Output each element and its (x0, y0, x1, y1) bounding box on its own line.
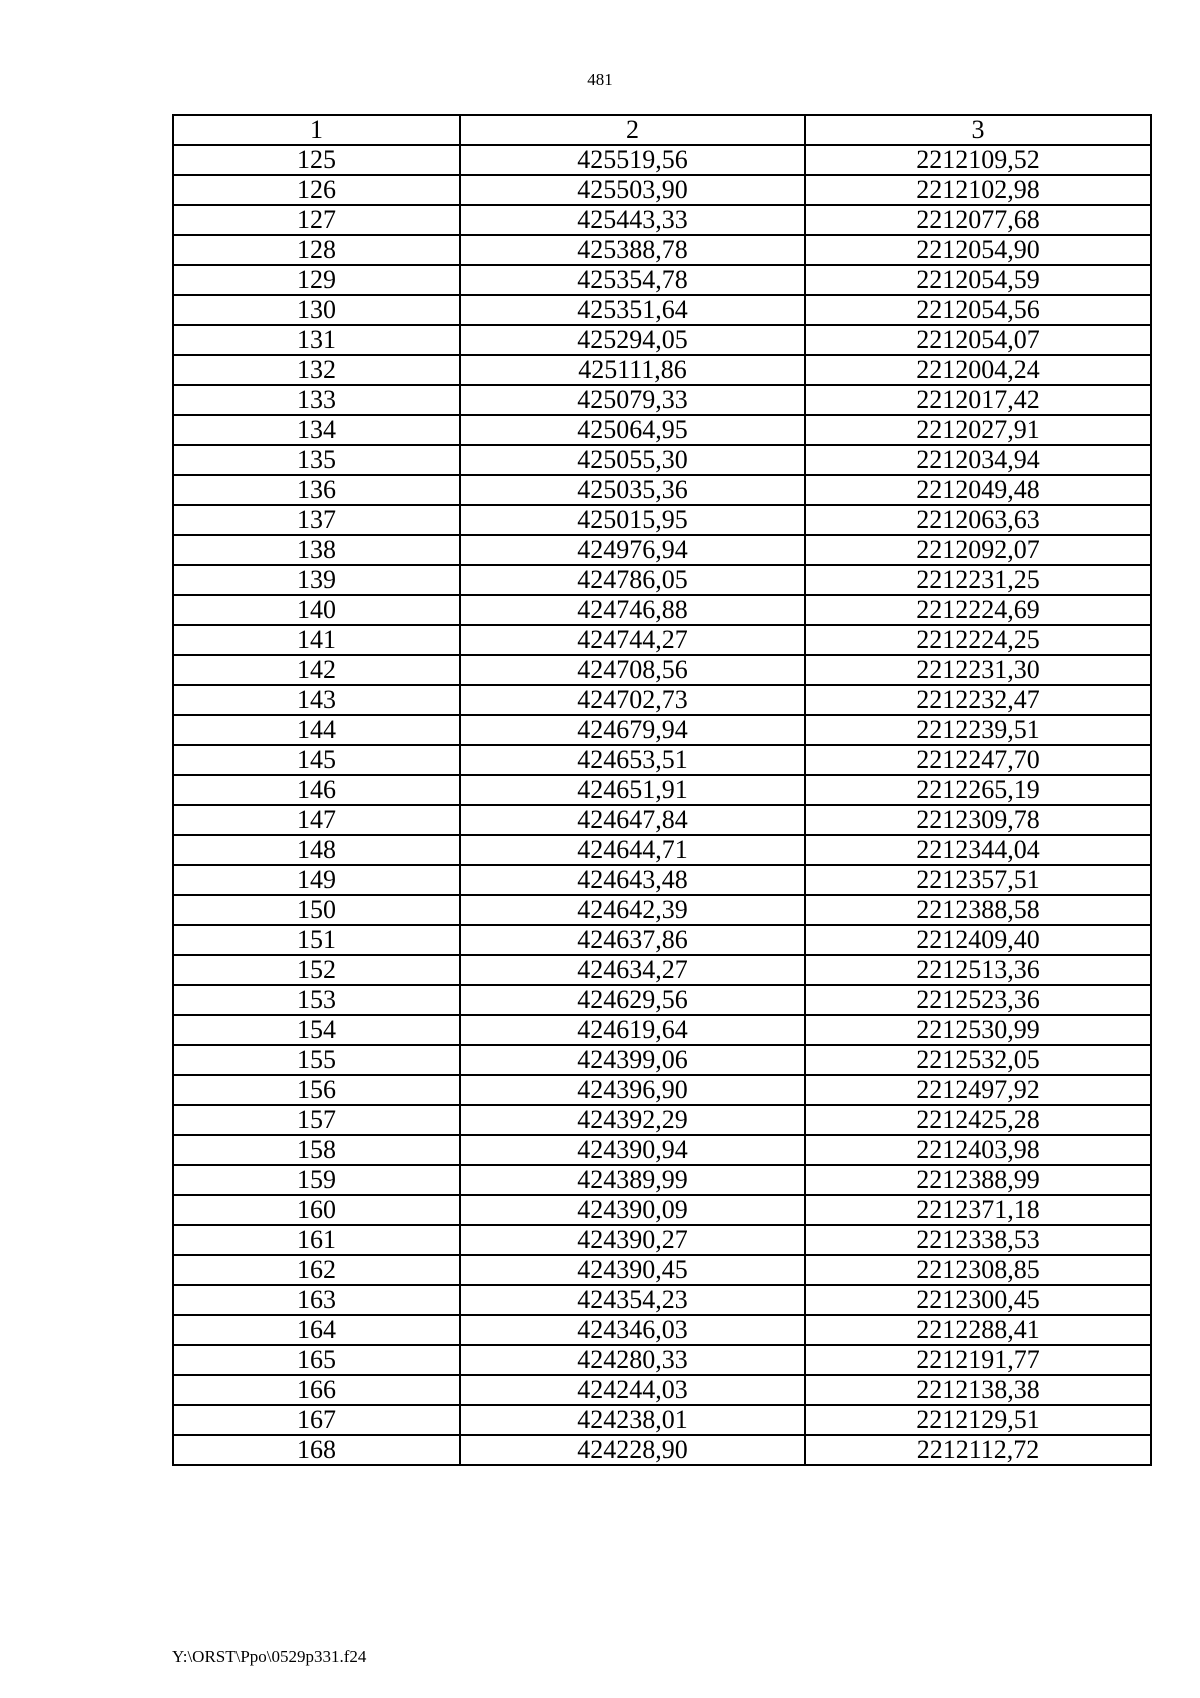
y-coordinate-cell: 2212138,38 (805, 1375, 1151, 1405)
table-row (173, 235, 1151, 265)
y-coordinate-cell: 2212231,30 (805, 655, 1151, 685)
coordinates-table (172, 114, 1152, 1466)
point-number-cell: 153 (173, 985, 460, 1015)
page-number: 481 (587, 70, 613, 89)
point-number-cell: 143 (173, 685, 460, 715)
table-row (173, 1435, 1151, 1465)
x-coordinate-cell: 425064,95 (460, 415, 805, 445)
table-row (173, 1315, 1151, 1345)
table-row (173, 595, 1151, 625)
point-number-cell: 127 (173, 205, 460, 235)
table-header (173, 115, 1151, 145)
x-coordinate-cell: 425035,36 (460, 475, 805, 505)
table-row (173, 505, 1151, 535)
point-number-cell: 150 (173, 895, 460, 925)
y-coordinate-cell: 2212513,36 (805, 955, 1151, 985)
y-coordinate-cell: 2212054,07 (805, 325, 1151, 355)
table-row (173, 1255, 1151, 1285)
x-coordinate-cell: 424644,71 (460, 835, 805, 865)
table-body (173, 145, 1151, 1465)
x-coordinate-cell: 424399,06 (460, 1045, 805, 1075)
point-number-cell: 145 (173, 745, 460, 775)
x-coordinate-cell: 425351,64 (460, 295, 805, 325)
table-row (173, 805, 1151, 835)
y-coordinate-cell: 2212308,85 (805, 1255, 1151, 1285)
point-number-cell: 126 (173, 175, 460, 205)
x-coordinate-cell: 425388,78 (460, 235, 805, 265)
x-coordinate-cell: 424346,03 (460, 1315, 805, 1345)
x-coordinate-cell: 424643,48 (460, 865, 805, 895)
y-coordinate-cell: 2212129,51 (805, 1405, 1151, 1435)
x-coordinate-cell: 424390,94 (460, 1135, 805, 1165)
x-coordinate-cell: 425055,30 (460, 445, 805, 475)
y-coordinate-cell: 2212300,45 (805, 1285, 1151, 1315)
table-row (173, 1345, 1151, 1375)
table-row (173, 295, 1151, 325)
header-row (173, 115, 1151, 145)
y-coordinate-cell: 2212371,18 (805, 1195, 1151, 1225)
y-coordinate-cell: 2212357,51 (805, 865, 1151, 895)
y-coordinate-cell: 2212092,07 (805, 535, 1151, 565)
x-coordinate-cell: 424619,64 (460, 1015, 805, 1045)
y-coordinate-cell: 2212409,40 (805, 925, 1151, 955)
x-coordinate-cell: 424647,84 (460, 805, 805, 835)
x-coordinate-cell: 424228,90 (460, 1435, 805, 1465)
point-number-cell: 161 (173, 1225, 460, 1255)
y-coordinate-cell: 2212344,04 (805, 835, 1151, 865)
table-row (173, 175, 1151, 205)
y-coordinate-cell: 2212054,59 (805, 265, 1151, 295)
x-coordinate-cell: 424354,23 (460, 1285, 805, 1315)
y-coordinate-cell: 2212388,99 (805, 1165, 1151, 1195)
x-coordinate-cell: 424396,90 (460, 1075, 805, 1105)
point-number-cell: 137 (173, 505, 460, 535)
y-coordinate-cell: 2212231,25 (805, 565, 1151, 595)
y-coordinate-cell: 2212102,98 (805, 175, 1151, 205)
point-number-cell: 136 (173, 475, 460, 505)
point-number-cell: 140 (173, 595, 460, 625)
table-row (173, 1075, 1151, 1105)
table-row (173, 205, 1151, 235)
y-coordinate-cell: 2212338,53 (805, 1225, 1151, 1255)
x-coordinate-cell: 424744,27 (460, 625, 805, 655)
header-col-2: 2 (460, 115, 805, 145)
point-number-cell: 154 (173, 1015, 460, 1045)
table-row (173, 415, 1151, 445)
point-number-cell: 168 (173, 1435, 460, 1465)
point-number-cell: 128 (173, 235, 460, 265)
point-number-cell: 148 (173, 835, 460, 865)
point-number-cell: 133 (173, 385, 460, 415)
x-coordinate-cell: 424702,73 (460, 685, 805, 715)
point-number-cell: 147 (173, 805, 460, 835)
table-row (173, 385, 1151, 415)
point-number-cell: 160 (173, 1195, 460, 1225)
point-number-cell: 155 (173, 1045, 460, 1075)
point-number-cell: 162 (173, 1255, 460, 1285)
table-row (173, 1015, 1151, 1045)
x-coordinate-cell: 424679,94 (460, 715, 805, 745)
table-row (173, 1375, 1151, 1405)
x-coordinate-cell: 424976,94 (460, 535, 805, 565)
table-row (173, 1105, 1151, 1135)
x-coordinate-cell: 424280,33 (460, 1345, 805, 1375)
table-row (173, 565, 1151, 595)
point-number-cell: 167 (173, 1405, 460, 1435)
point-number-cell: 149 (173, 865, 460, 895)
header-col-3: 3 (805, 115, 1151, 145)
point-number-cell: 165 (173, 1345, 460, 1375)
point-number-cell: 125 (173, 145, 460, 175)
x-coordinate-cell: 424786,05 (460, 565, 805, 595)
x-coordinate-cell: 425519,56 (460, 145, 805, 175)
table-row (173, 355, 1151, 385)
y-coordinate-cell: 2212034,94 (805, 445, 1151, 475)
x-coordinate-cell: 425354,78 (460, 265, 805, 295)
table-row (173, 925, 1151, 955)
x-coordinate-cell: 424244,03 (460, 1375, 805, 1405)
x-coordinate-cell: 425503,90 (460, 175, 805, 205)
y-coordinate-cell: 2212054,56 (805, 295, 1151, 325)
point-number-cell: 142 (173, 655, 460, 685)
point-number-cell: 132 (173, 355, 460, 385)
y-coordinate-cell: 2212309,78 (805, 805, 1151, 835)
x-coordinate-cell: 425443,33 (460, 205, 805, 235)
table-row (173, 745, 1151, 775)
y-coordinate-cell: 2212265,19 (805, 775, 1151, 805)
x-coordinate-cell: 424651,91 (460, 775, 805, 805)
x-coordinate-cell: 424390,27 (460, 1225, 805, 1255)
point-number-cell: 163 (173, 1285, 460, 1315)
table-row (173, 535, 1151, 565)
point-number-cell: 141 (173, 625, 460, 655)
table-row (173, 1045, 1151, 1075)
table-row (173, 445, 1151, 475)
table-row (173, 145, 1151, 175)
y-coordinate-cell: 2212523,36 (805, 985, 1151, 1015)
x-coordinate-cell: 425294,05 (460, 325, 805, 355)
point-number-cell: 152 (173, 955, 460, 985)
y-coordinate-cell: 2212388,58 (805, 895, 1151, 925)
y-coordinate-cell: 2212530,99 (805, 1015, 1151, 1045)
point-number-cell: 164 (173, 1315, 460, 1345)
table-row (173, 715, 1151, 745)
table-row (173, 625, 1151, 655)
y-coordinate-cell: 2212224,69 (805, 595, 1151, 625)
y-coordinate-cell: 2212054,90 (805, 235, 1151, 265)
point-number-cell: 138 (173, 535, 460, 565)
x-coordinate-cell: 425015,95 (460, 505, 805, 535)
table-row (173, 865, 1151, 895)
point-number-cell: 166 (173, 1375, 460, 1405)
y-coordinate-cell: 2212247,70 (805, 745, 1151, 775)
x-coordinate-cell: 424389,99 (460, 1165, 805, 1195)
y-coordinate-cell: 2212063,63 (805, 505, 1151, 535)
x-coordinate-cell: 424392,29 (460, 1105, 805, 1135)
x-coordinate-cell: 424390,09 (460, 1195, 805, 1225)
x-coordinate-cell: 424637,86 (460, 925, 805, 955)
x-coordinate-cell: 424629,56 (460, 985, 805, 1015)
y-coordinate-cell: 2212077,68 (805, 205, 1151, 235)
y-coordinate-cell: 2212191,77 (805, 1345, 1151, 1375)
y-coordinate-cell: 2212109,52 (805, 145, 1151, 175)
x-coordinate-cell: 424746,88 (460, 595, 805, 625)
table-row (173, 1405, 1151, 1435)
point-number-cell: 156 (173, 1075, 460, 1105)
point-number-cell: 158 (173, 1135, 460, 1165)
table-row (173, 1135, 1151, 1165)
table-row (173, 325, 1151, 355)
x-coordinate-cell: 424390,45 (460, 1255, 805, 1285)
table-row (173, 835, 1151, 865)
y-coordinate-cell: 2212224,25 (805, 625, 1151, 655)
y-coordinate-cell: 2212403,98 (805, 1135, 1151, 1165)
table-row (173, 1165, 1151, 1195)
y-coordinate-cell: 2212288,41 (805, 1315, 1151, 1345)
y-coordinate-cell: 2212027,91 (805, 415, 1151, 445)
x-coordinate-cell: 424708,56 (460, 655, 805, 685)
table-row (173, 1195, 1151, 1225)
point-number-cell: 134 (173, 415, 460, 445)
y-coordinate-cell: 2212004,24 (805, 355, 1151, 385)
point-number-cell: 159 (173, 1165, 460, 1195)
file-path-footer: Y:\ORST\Ppo\0529p331.f24 (172, 1647, 367, 1666)
point-number-cell: 139 (173, 565, 460, 595)
table-row (173, 1285, 1151, 1315)
point-number-cell: 130 (173, 295, 460, 325)
table-row (173, 685, 1151, 715)
table-row (173, 775, 1151, 805)
x-coordinate-cell: 425111,86 (460, 355, 805, 385)
point-number-cell: 144 (173, 715, 460, 745)
y-coordinate-cell: 2212112,72 (805, 1435, 1151, 1465)
point-number-cell: 135 (173, 445, 460, 475)
point-number-cell: 131 (173, 325, 460, 355)
table-row (173, 655, 1151, 685)
x-coordinate-cell: 424653,51 (460, 745, 805, 775)
x-coordinate-cell: 424634,27 (460, 955, 805, 985)
point-number-cell: 151 (173, 925, 460, 955)
y-coordinate-cell: 2212049,48 (805, 475, 1151, 505)
table-row (173, 895, 1151, 925)
y-coordinate-cell: 2212239,51 (805, 715, 1151, 745)
y-coordinate-cell: 2212232,47 (805, 685, 1151, 715)
x-coordinate-cell: 424642,39 (460, 895, 805, 925)
y-coordinate-cell: 2212017,42 (805, 385, 1151, 415)
table-row (173, 265, 1151, 295)
point-number-cell: 157 (173, 1105, 460, 1135)
y-coordinate-cell: 2212532,05 (805, 1045, 1151, 1075)
table-row (173, 985, 1151, 1015)
x-coordinate-cell: 424238,01 (460, 1405, 805, 1435)
table-row (173, 475, 1151, 505)
header-col-1: 1 (173, 115, 460, 145)
y-coordinate-cell: 2212425,28 (805, 1105, 1151, 1135)
table-row (173, 1225, 1151, 1255)
table-row (173, 955, 1151, 985)
point-number-cell: 129 (173, 265, 460, 295)
x-coordinate-cell: 425079,33 (460, 385, 805, 415)
point-number-cell: 146 (173, 775, 460, 805)
y-coordinate-cell: 2212497,92 (805, 1075, 1151, 1105)
